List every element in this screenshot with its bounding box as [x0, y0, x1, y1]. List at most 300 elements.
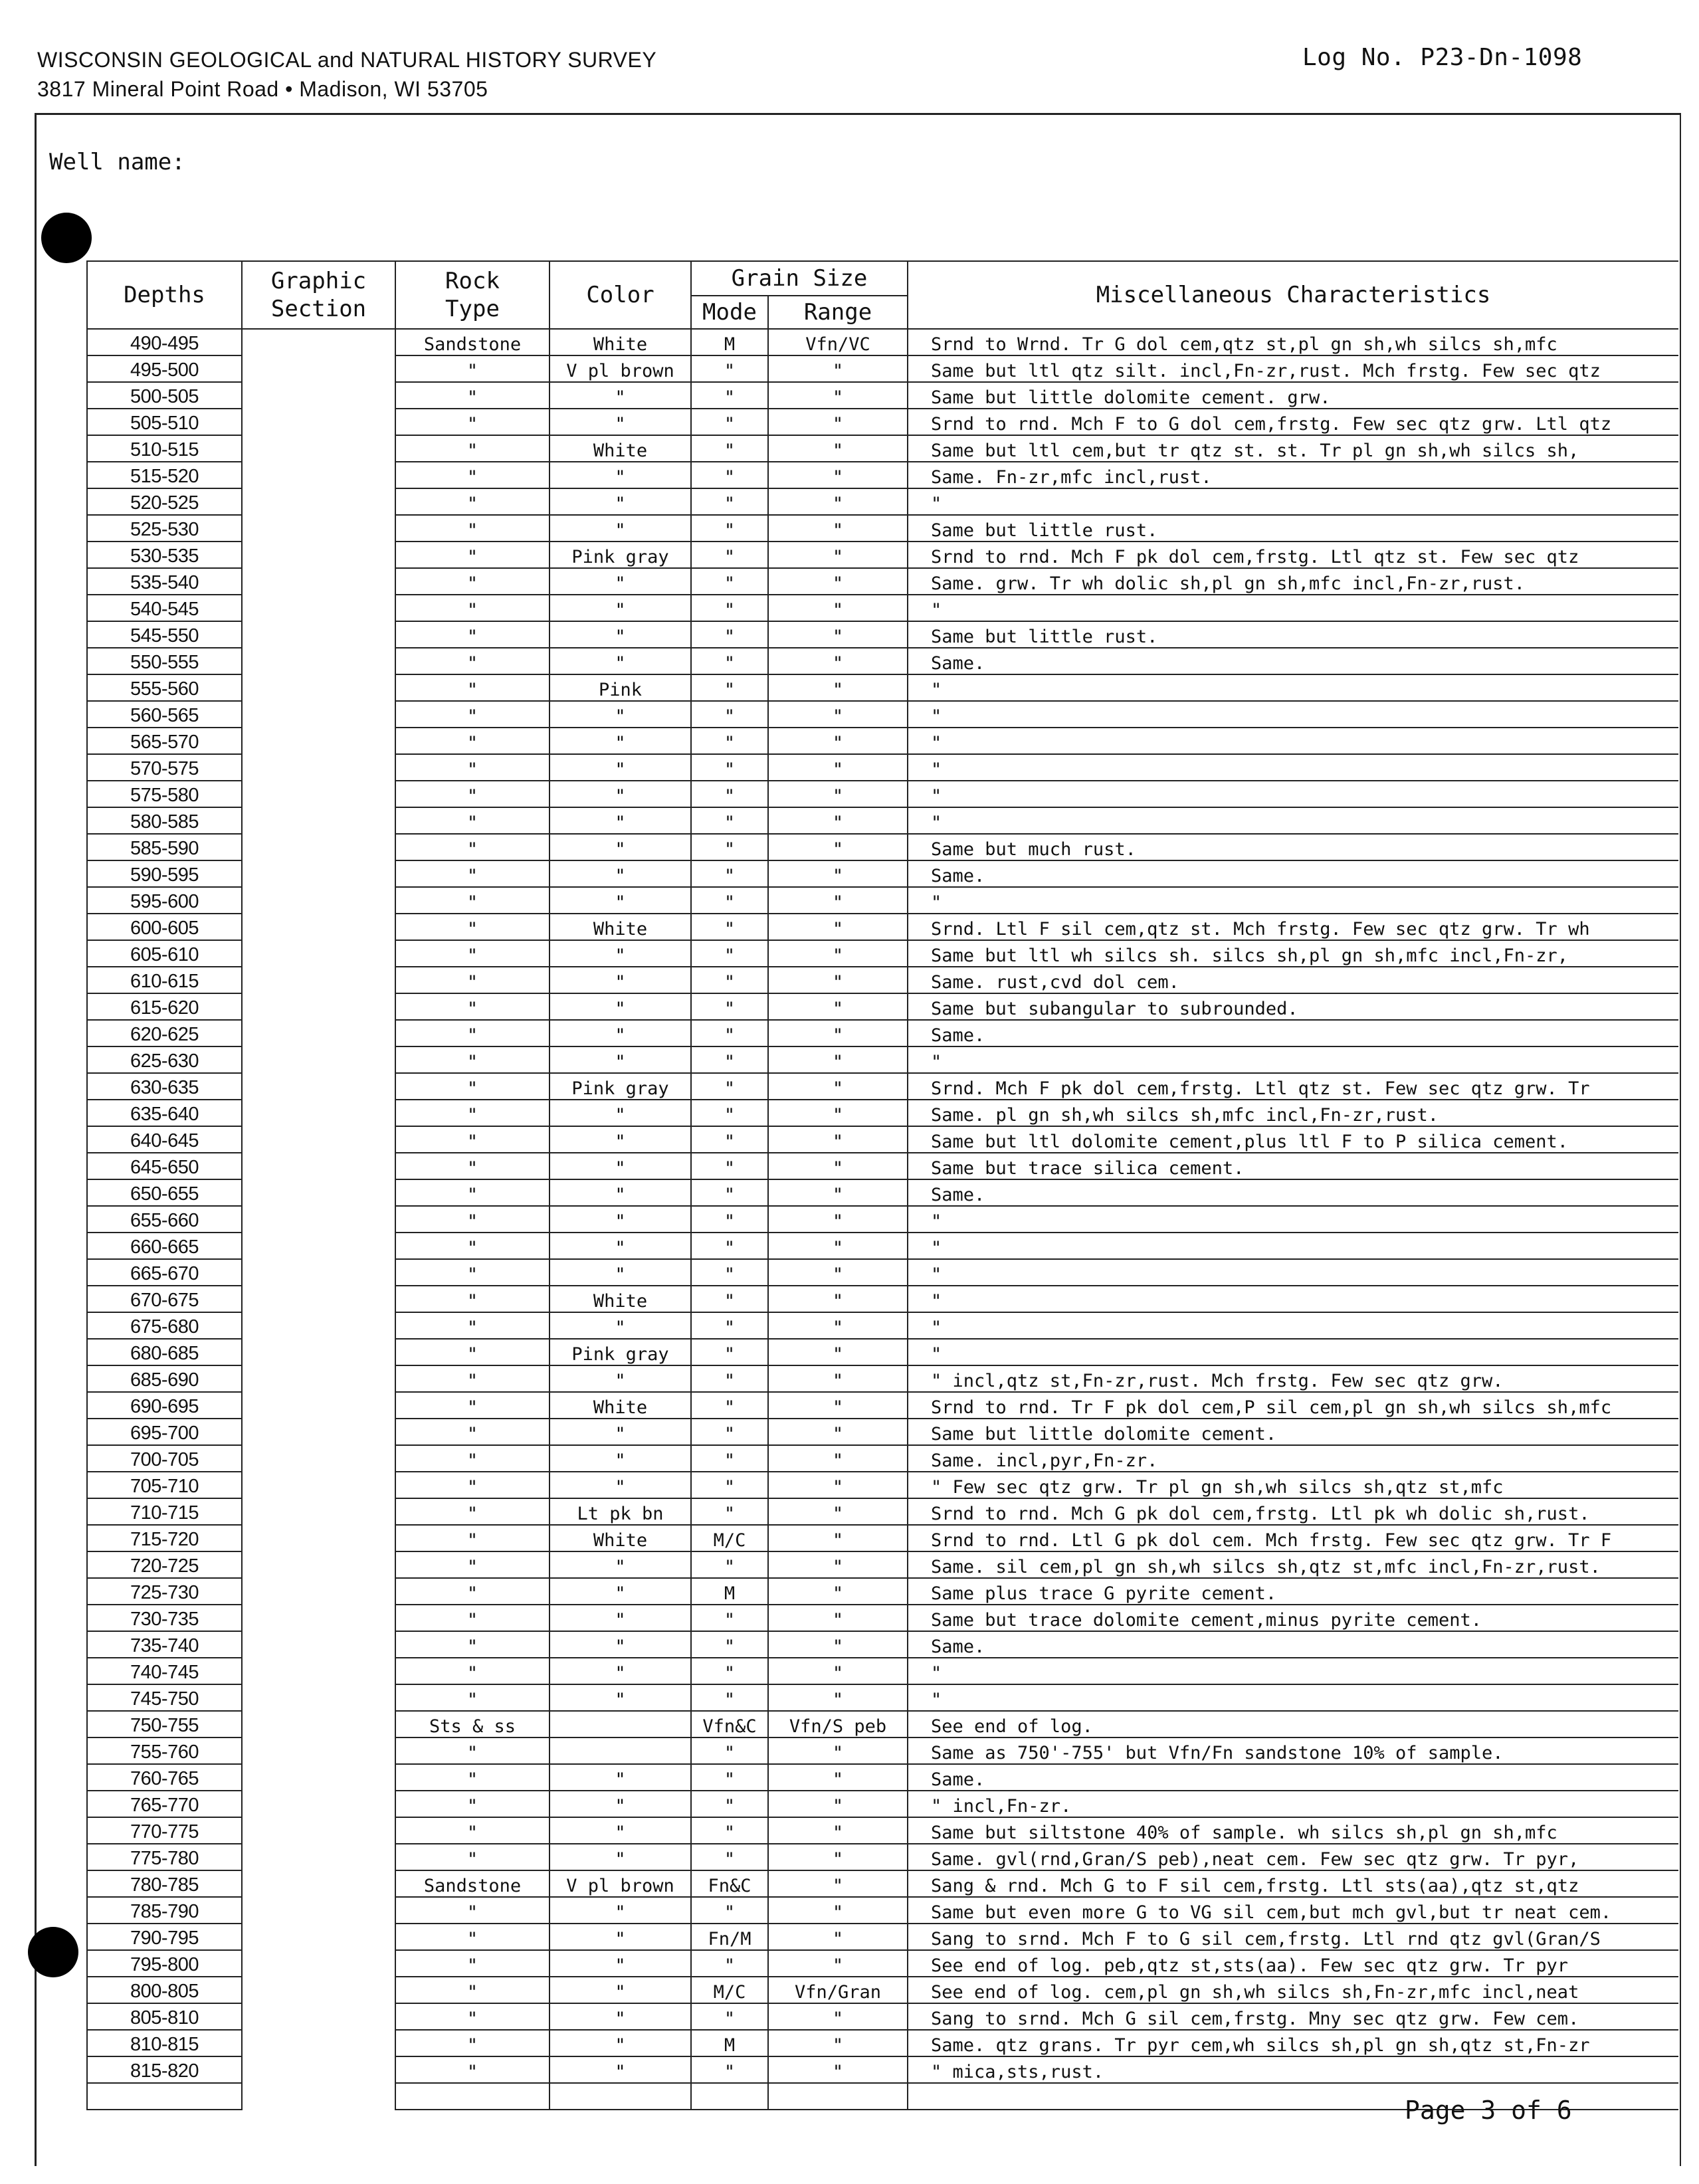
misc-cell: Same. gvl(rnd,Gran/S peb),neat cem. Few sec qtz grw. Tr pyr, [908, 1844, 1678, 1870]
graphic-cell [242, 860, 395, 887]
misc-cell: Same. [908, 648, 1678, 674]
misc-cell: Same but ltl dolomite cement,plus ltl F to P silica cement. [908, 1126, 1678, 1153]
depth-cell: 490-495 [87, 329, 242, 355]
graphic-cell [242, 2056, 395, 2083]
depth-cell: 650-655 [87, 1179, 242, 1206]
misc-cell: Srnd to rnd. Mch F to G dol cem,frstg. Few sec qtz grw. Ltl qtz [908, 409, 1678, 435]
rock-type-cell: " [395, 1737, 550, 1764]
table-row [87, 887, 1678, 914]
rock-type-cell: " [395, 1312, 550, 1339]
grain-mode-cell: " [691, 728, 768, 754]
grain-range-cell: " [768, 1631, 908, 1658]
grain-range-cell: " [768, 834, 908, 860]
grain-range-cell: " [768, 1817, 908, 1844]
rock-type-cell: " [395, 728, 550, 754]
misc-characteristics-header: Miscellaneous Characteristics [908, 261, 1678, 329]
table-row [87, 1233, 1678, 1259]
depth-cell: 570-575 [87, 754, 242, 781]
table-row [87, 355, 1678, 382]
grain-range-cell: " [768, 1312, 908, 1339]
color-cell: " [550, 1977, 691, 2003]
grain-range-cell: " [768, 1179, 908, 1206]
grain-range-cell: " [768, 674, 908, 701]
grain-mode-cell: " [691, 1206, 768, 1233]
grain-range-cell: " [768, 1658, 908, 1684]
table-row [87, 648, 1678, 674]
misc-cell: " [908, 1312, 1678, 1339]
table-row [87, 1392, 1678, 1419]
table-row [87, 1312, 1678, 1339]
grain-range-cell: Vfn/Gran [768, 1977, 908, 2003]
misc-cell: " [908, 887, 1678, 914]
grain-range-cell: " [768, 1950, 908, 1977]
grain-mode-cell: " [691, 1312, 768, 1339]
misc-cell: Same. pl gn sh,wh silcs sh,mfc incl,Fn-zr,rust. [908, 1100, 1678, 1126]
grain-mode-cell: " [691, 1153, 768, 1179]
grain-mode-cell: Vfn&C [691, 1711, 768, 1737]
depth-cell: 535-540 [87, 568, 242, 595]
survey-address: 3817 Mineral Point Road • Madison, WI 53705 [37, 77, 488, 101]
graphic-cell [242, 887, 395, 914]
color-cell: " [550, 1259, 691, 1286]
grain-range-cell: " [768, 1020, 908, 1046]
rock-type-cell: " [395, 1977, 550, 2003]
graphic-cell [242, 1339, 395, 1365]
color-cell: " [550, 621, 691, 648]
rock-type-cell: " [395, 1658, 550, 1684]
depth-cell: 785-790 [87, 1897, 242, 1924]
misc-cell: Srnd to Wrnd. Tr G dol cem,qtz st,pl gn sh,wh silcs sh,mfc [908, 329, 1678, 355]
rock-type-cell: " [395, 1339, 550, 1365]
graphic-cell [242, 781, 395, 807]
graphic-cell [242, 1551, 395, 1578]
depth-cell: 605-610 [87, 940, 242, 967]
grain-range-cell: " [768, 648, 908, 674]
grain-mode-cell: " [691, 1179, 768, 1206]
grain-mode-cell: " [691, 1472, 768, 1498]
depth-cell: 800-805 [87, 1977, 242, 2003]
misc-cell: Same. [908, 1631, 1678, 1658]
table-row [87, 329, 1678, 355]
depth-cell: 580-585 [87, 807, 242, 834]
grain-range-cell: " [768, 781, 908, 807]
color-cell: " [550, 1791, 691, 1817]
graphic-cell [242, 2030, 395, 2056]
grain-range-cell: " [768, 1286, 908, 1312]
rock-type-cell: " [395, 1445, 550, 1472]
graphic-cell [242, 409, 395, 435]
grain-mode-cell: M/C [691, 1525, 768, 1551]
rock-type-cell: " [395, 1631, 550, 1658]
rock-type-cell: " [395, 887, 550, 914]
table-row [87, 1525, 1678, 1551]
misc-cell: Same. [908, 1764, 1678, 1791]
grain-mode-cell: " [691, 1658, 768, 1684]
misc-cell: Same but trace silica cement. [908, 1153, 1678, 1179]
graphic-section-header: Graphic Section [242, 261, 395, 329]
depth-cell: 660-665 [87, 1233, 242, 1259]
color-cell: " [550, 754, 691, 781]
misc-cell: " incl,Fn-zr. [908, 1791, 1678, 1817]
grain-range-cell: " [768, 1498, 908, 1525]
graphic-cell [242, 1525, 395, 1551]
grain-range-cell: " [768, 462, 908, 488]
graphic-cell [242, 1631, 395, 1658]
grain-mode-cell: " [691, 488, 768, 515]
grain-mode-cell: " [691, 542, 768, 568]
table-row [87, 1419, 1678, 1445]
grain-range-cell: " [768, 1392, 908, 1419]
rock-type-cell: " [395, 595, 550, 621]
graphic-cell [242, 1020, 395, 1046]
table-row [87, 1684, 1678, 1711]
misc-cell: " [908, 728, 1678, 754]
color-cell: " [550, 1658, 691, 1684]
graphic-cell [242, 1605, 395, 1631]
color-cell: White [550, 1525, 691, 1551]
grain-size-header: Grain Size [691, 261, 908, 296]
rock-type-cell: " [395, 1100, 550, 1126]
graphic-cell [242, 542, 395, 568]
color-cell: " [550, 887, 691, 914]
graphic-cell [242, 701, 395, 728]
grain-range-cell: Vfn/S peb [768, 1711, 908, 1737]
depth-cell: 540-545 [87, 595, 242, 621]
misc-cell: Same but subangular to subrounded. [908, 993, 1678, 1020]
grain-mode-cell: " [691, 807, 768, 834]
table-row [87, 488, 1678, 515]
table-row [87, 1578, 1678, 1605]
depth-cell: 760-765 [87, 1764, 242, 1791]
color-cell: " [550, 807, 691, 834]
graphic-cell [242, 329, 395, 355]
grain-range-cell: " [768, 621, 908, 648]
color-cell: White [550, 914, 691, 940]
misc-cell: Same but even more G to VG sil cem,but mch gvl,but tr neat cem. [908, 1897, 1678, 1924]
grain-range-cell: " [768, 1844, 908, 1870]
graphic-cell [242, 1764, 395, 1791]
color-cell: " [550, 1764, 691, 1791]
table-row [87, 1126, 1678, 1153]
color-cell: " [550, 1897, 691, 1924]
grain-range-cell: " [768, 1233, 908, 1259]
table-row [87, 1950, 1678, 1977]
misc-cell: Srnd to rnd. Tr F pk dol cem,P sil cem,pl gn sh,wh silcs sh,mfc [908, 1392, 1678, 1419]
grain-mode-cell: " [691, 993, 768, 1020]
grain-range-cell: " [768, 1445, 908, 1472]
grain-range-cell [768, 2083, 908, 2110]
depths-header: Depths [87, 261, 242, 329]
depth-cell: 770-775 [87, 1817, 242, 1844]
depth-cell: 720-725 [87, 1551, 242, 1578]
grain-range-cell: " [768, 701, 908, 728]
depth-cell: 615-620 [87, 993, 242, 1020]
graphic-cell [242, 621, 395, 648]
grain-range-cell: " [768, 728, 908, 754]
grain-range-cell: " [768, 1605, 908, 1631]
rock-type-cell: " [395, 674, 550, 701]
rock-type-cell: " [395, 1046, 550, 1073]
rock-type-cell: " [395, 1153, 550, 1179]
color-cell: Lt pk bn [550, 1498, 691, 1525]
color-cell: " [550, 967, 691, 993]
table-row [87, 1206, 1678, 1233]
misc-cell: Same but ltl wh silcs sh. silcs sh,pl gn sh,mfc incl,Fn-zr, [908, 940, 1678, 967]
well-name-label: Well name: [49, 149, 185, 175]
color-cell: " [550, 1233, 691, 1259]
misc-cell: Srnd to rnd. Mch G pk dol cem,frstg. Ltl pk wh dolic sh,rust. [908, 1498, 1678, 1525]
table-row [87, 1020, 1678, 1046]
graphic-cell [242, 1312, 395, 1339]
grain-range-cell: " [768, 1897, 908, 1924]
grain-mode-cell: " [691, 1100, 768, 1126]
grain-range-cell: " [768, 595, 908, 621]
depth-cell: 625-630 [87, 1046, 242, 1073]
rock-type-cell: " [395, 2030, 550, 2056]
misc-cell: Srnd. Ltl F sil cem,qtz st. Mch frstg. Few sec qtz grw. Tr wh [908, 914, 1678, 940]
depth-cell [87, 2083, 242, 2110]
misc-cell: Same but much rust. [908, 834, 1678, 860]
color-cell: V pl brown [550, 1870, 691, 1897]
color-cell: " [550, 2056, 691, 2083]
misc-cell: Same but ltl qtz silt. incl,Fn-zr,rust. Mch frstg. Few sec qtz [908, 355, 1678, 382]
grain-range-cell: " [768, 515, 908, 542]
depth-cell: 585-590 [87, 834, 242, 860]
misc-cell: " mica,sts,rust. [908, 2056, 1678, 2083]
grain-mode-cell: " [691, 355, 768, 382]
table-row [87, 1286, 1678, 1312]
rock-type-cell: " [395, 1924, 550, 1950]
table-row [87, 1791, 1678, 1817]
table-row [87, 1924, 1678, 1950]
grain-mode-cell: M/C [691, 1977, 768, 2003]
grain-range-cell: " [768, 993, 908, 1020]
color-cell: " [550, 701, 691, 728]
table-row [87, 568, 1678, 595]
table-row [87, 1339, 1678, 1365]
rock-type-cell: " [395, 648, 550, 674]
binder-hole [41, 213, 92, 263]
depth-cell: 715-720 [87, 1525, 242, 1551]
graphic-cell [242, 1870, 395, 1897]
depth-cell: 620-625 [87, 1020, 242, 1046]
color-cell: White [550, 435, 691, 462]
graphic-cell [242, 1737, 395, 1764]
depth-cell: 590-595 [87, 860, 242, 887]
table-row [87, 1179, 1678, 1206]
rock-type-cell: Sts & ss [395, 1711, 550, 1737]
grain-range-cell: " [768, 967, 908, 993]
rock-type-cell: " [395, 1605, 550, 1631]
rock-type-cell: " [395, 355, 550, 382]
misc-cell: " [908, 674, 1678, 701]
misc-cell: " [908, 1206, 1678, 1233]
table-row [87, 2030, 1678, 2056]
table-row [87, 515, 1678, 542]
depth-cell: 730-735 [87, 1605, 242, 1631]
misc-cell: Sang to srnd. Mch G sil cem,frstg. Mny sec qtz grw. Few cem. [908, 2003, 1678, 2030]
graphic-cell [242, 1791, 395, 1817]
misc-cell: Srnd. Mch F pk dol cem,frstg. Ltl qtz st. Few sec qtz grw. Tr [908, 1073, 1678, 1100]
depth-cell: 505-510 [87, 409, 242, 435]
depth-cell: 670-675 [87, 1286, 242, 1312]
color-cell [550, 1711, 691, 1737]
graphic-cell [242, 1419, 395, 1445]
graphic-cell [242, 1684, 395, 1711]
graphic-cell [242, 1658, 395, 1684]
rock-type-cell: " [395, 382, 550, 409]
color-cell: " [550, 1020, 691, 1046]
grain-range-cell: " [768, 542, 908, 568]
rock-type-cell: " [395, 1233, 550, 1259]
depth-cell: 555-560 [87, 674, 242, 701]
misc-cell: " [908, 1046, 1678, 1073]
color-cell: " [550, 1844, 691, 1870]
rock-type-cell: " [395, 1419, 550, 1445]
color-cell: " [550, 1551, 691, 1578]
depth-cell: 765-770 [87, 1791, 242, 1817]
grain-mode-cell: " [691, 1286, 768, 1312]
rock-type-header: Rock Type [395, 261, 550, 329]
depth-cell: 565-570 [87, 728, 242, 754]
table-row [87, 2056, 1678, 2083]
misc-cell: " [908, 1684, 1678, 1711]
color-cell: " [550, 1126, 691, 1153]
grain-range-cell: " [768, 382, 908, 409]
table-row [87, 2003, 1678, 2030]
color-cell: White [550, 1286, 691, 1312]
table-row [87, 1631, 1678, 1658]
graphic-cell [242, 435, 395, 462]
misc-cell: " Few sec qtz grw. Tr pl gn sh,wh silcs sh,qtz st,mfc [908, 1472, 1678, 1498]
depth-cell: 520-525 [87, 488, 242, 515]
grain-range-cell: " [768, 568, 908, 595]
graphic-cell [242, 2083, 395, 2110]
rock-type-cell: " [395, 914, 550, 940]
rock-type-cell: " [395, 1791, 550, 1817]
color-cell: " [550, 1817, 691, 1844]
graphic-cell [242, 1498, 395, 1525]
grain-mode-cell: M [691, 329, 768, 355]
table-row [87, 542, 1678, 568]
depth-cell: 530-535 [87, 542, 242, 568]
graphic-cell [242, 967, 395, 993]
depth-cell: 515-520 [87, 462, 242, 488]
grain-mode-cell: " [691, 1551, 768, 1578]
grain-mode-cell: " [691, 674, 768, 701]
grain-mode-cell: " [691, 1791, 768, 1817]
graphic-cell [242, 515, 395, 542]
grain-mode-cell: " [691, 462, 768, 488]
misc-cell: Same. Fn-zr,mfc incl,rust. [908, 462, 1678, 488]
table-row [87, 382, 1678, 409]
grain-mode-cell: " [691, 1737, 768, 1764]
depth-cell: 790-795 [87, 1924, 242, 1950]
rock-type-cell: " [395, 568, 550, 595]
grain-mode-cell: " [691, 2056, 768, 2083]
depth-cell: 645-650 [87, 1153, 242, 1179]
grain-mode-cell: " [691, 940, 768, 967]
color-cell: " [550, 462, 691, 488]
graphic-cell [242, 1578, 395, 1605]
grain-range-cell: " [768, 807, 908, 834]
graphic-cell [242, 2003, 395, 2030]
grain-mode-cell: " [691, 1897, 768, 1924]
misc-cell: " [908, 701, 1678, 728]
depth-cell: 610-615 [87, 967, 242, 993]
grain-mode-cell: " [691, 435, 768, 462]
grain-range-cell: " [768, 1791, 908, 1817]
depth-cell: 690-695 [87, 1392, 242, 1419]
rock-type-cell: Sandstone [395, 329, 550, 355]
rock-type-cell: " [395, 1179, 550, 1206]
graphic-cell [242, 1259, 395, 1286]
misc-cell: " [908, 754, 1678, 781]
table-row [87, 1153, 1678, 1179]
table-row [87, 1897, 1678, 1924]
table-row [87, 621, 1678, 648]
grain-range-cell: " [768, 1578, 908, 1605]
rock-type-cell: " [395, 967, 550, 993]
depth-cell: 545-550 [87, 621, 242, 648]
grain-mode-cell: M [691, 2030, 768, 2056]
rock-type-cell: " [395, 1498, 550, 1525]
rock-type-cell: " [395, 1392, 550, 1419]
color-cell: Pink gray [550, 1073, 691, 1100]
graphic-cell [242, 1206, 395, 1233]
rock-type-cell: " [395, 2003, 550, 2030]
grain-mode-cell: " [691, 1365, 768, 1392]
graphic-cell [242, 1153, 395, 1179]
survey-name: WISCONSIN GEOLOGICAL and NATURAL HISTORY SURVEY [37, 48, 657, 72]
grain-mode-cell: " [691, 914, 768, 940]
rock-type-cell: " [395, 1764, 550, 1791]
depth-cell: 630-635 [87, 1073, 242, 1100]
grain-mode-cell: " [691, 1445, 768, 1472]
grain-range-cell: " [768, 754, 908, 781]
table-row [87, 781, 1678, 807]
rock-type-cell: " [395, 1472, 550, 1498]
rock-type-cell: " [395, 860, 550, 887]
grain-mode-cell: M [691, 1578, 768, 1605]
color-cell: " [550, 2030, 691, 2056]
graphic-cell [242, 355, 395, 382]
depth-cell: 560-565 [87, 701, 242, 728]
rock-type-cell: " [395, 1525, 550, 1551]
table-row [87, 1977, 1678, 2003]
table-row [87, 595, 1678, 621]
table-row [87, 967, 1678, 993]
grain-mode-cell: " [691, 754, 768, 781]
color-cell [550, 2083, 691, 2110]
misc-cell: Same. [908, 1020, 1678, 1046]
graphic-cell [242, 382, 395, 409]
color-cell: " [550, 1365, 691, 1392]
color-cell: " [550, 1684, 691, 1711]
rock-type-cell: " [395, 1684, 550, 1711]
table-row [87, 754, 1678, 781]
rock-type-cell [395, 2083, 550, 2110]
table-row [87, 701, 1678, 728]
graphic-cell [242, 1233, 395, 1259]
grain-mode-cell: " [691, 834, 768, 860]
rock-type-cell: Sandstone [395, 1870, 550, 1897]
color-cell: " [550, 781, 691, 807]
grain-mode-cell: " [691, 1020, 768, 1046]
grain-range-cell: " [768, 1684, 908, 1711]
mode-header: Mode [691, 296, 768, 329]
misc-cell: Same but trace dolomite cement,minus pyrite cement. [908, 1605, 1678, 1631]
